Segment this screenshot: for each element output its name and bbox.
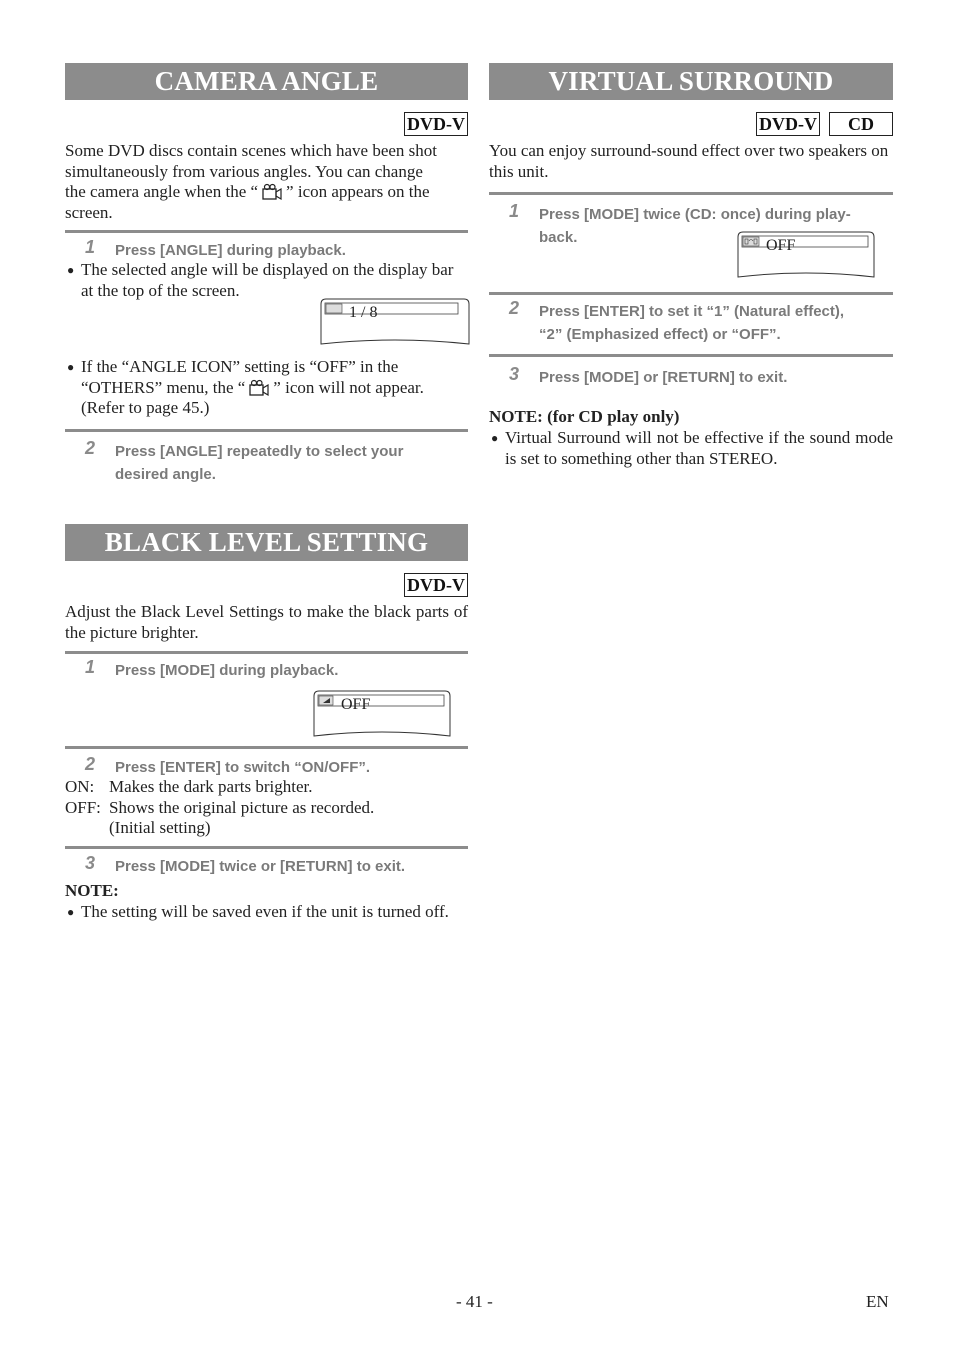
step-number: 2 <box>509 298 520 318</box>
definition-value: (Initial setting) <box>109 818 211 837</box>
step-text: Press [MODE] twice or [RETURN] to exit. <box>115 858 406 875</box>
camera-angle-icon <box>248 379 270 397</box>
bullet-text: If the “ANGLE ICON” setting is “OFF” in the <box>81 357 399 376</box>
step-number: 3 <box>85 853 96 873</box>
intro-line: screen. <box>65 202 113 222</box>
step-text: Press [ENTER] to switch “ON/OFF”. <box>115 759 371 776</box>
step-number: 1 <box>85 237 96 257</box>
black-level-badges <box>404 573 468 597</box>
virtual-surround-intro: You can enjoy surround-sound effect over two speakers on this unit. <box>489 141 889 181</box>
note-title: NOTE: <box>65 881 119 900</box>
bullet-text-part: “OTHERS” menu, the “ <box>81 377 246 397</box>
bullet-text: (Refer to page 45.) <box>81 398 210 417</box>
divider <box>65 746 468 749</box>
divider <box>65 230 468 233</box>
page-number: - 41 - <box>456 1292 493 1311</box>
camera-angle-bullet-1 <box>65 260 468 301</box>
surround-osd-screen <box>737 231 875 279</box>
bullet-text <box>81 378 468 399</box>
step-text <box>539 300 893 346</box>
black-level-osd-screen <box>313 690 451 738</box>
step-text <box>115 440 468 486</box>
step-number: 1 <box>509 201 520 221</box>
step-text-line: desired angle. <box>115 466 216 483</box>
definition-row <box>65 818 468 839</box>
step-text-line: “2” (Emphasized effect) or “OFF”. <box>539 326 781 343</box>
divider <box>65 651 468 654</box>
divider <box>489 354 893 357</box>
divider <box>489 292 893 295</box>
definition-key: OFF: <box>65 797 101 817</box>
bullet-text: The setting will be saved even if the unit is turned off. <box>81 902 449 921</box>
virtual-surround-note <box>489 428 893 469</box>
intro-text: the camera angle when the “ <box>65 182 259 201</box>
step-number: 2 <box>85 438 96 458</box>
bullet-text: Virtual Surround will not be effective if the sound mode is set to something other than STEREO. <box>505 428 893 468</box>
step-text: Press [ANGLE] during playback. <box>115 242 346 259</box>
black-level-osd-label: OFF <box>341 696 371 713</box>
black-level-intro: Adjust the Black Level Settings to make the black parts of the picture brighter. <box>65 602 468 642</box>
dvd-v-badge: DVD-V <box>404 112 468 136</box>
step-text: Press [MODE] or [RETURN] to exit. <box>539 369 788 386</box>
step-text-line: Press [ENTER] to set it “1” (Natural effect), <box>539 303 845 320</box>
angle-osd-label: 1 / 8 <box>349 304 378 321</box>
intro-line: simultaneously from various angles. You can change <box>65 161 423 181</box>
bullet-icon: ● <box>67 263 75 277</box>
bullet-text-part: ” icon will not appear. <box>273 377 424 397</box>
black-level-note <box>65 902 468 923</box>
intro-line <box>65 182 468 203</box>
black-level-title: BLACK LEVEL SETTING <box>65 524 468 561</box>
language-code: EN <box>866 1292 889 1311</box>
dvd-v-badge: DVD-V <box>404 573 468 597</box>
divider <box>65 429 468 432</box>
divider <box>65 846 468 849</box>
step-text-line: Press [ANGLE] repeatedly to select your <box>115 443 404 460</box>
camera-angle-intro <box>65 141 468 223</box>
divider <box>489 192 893 195</box>
on-off-definitions <box>65 777 468 839</box>
step-number: 1 <box>85 657 96 677</box>
virtual-surround-badges <box>756 112 893 136</box>
intro-text: ” icon appears on the <box>286 182 430 201</box>
definition-row <box>65 798 468 819</box>
surround-osd-label: OFF <box>766 237 796 254</box>
bullet-icon: ● <box>67 905 75 919</box>
angle-osd-screen <box>320 298 470 346</box>
dvd-v-badge: DVD-V <box>756 112 820 136</box>
note-title: NOTE: (for CD play only) <box>489 407 680 426</box>
camera-angle-icon <box>261 183 283 201</box>
bullet-icon: ● <box>67 360 75 374</box>
step-text-line: Press [MODE] twice (CD: once) during play- <box>539 206 851 223</box>
camera-angle-bullet-2 <box>65 357 468 419</box>
definition-key: ON: <box>65 777 95 796</box>
step-number: 2 <box>85 754 96 774</box>
step-text: Press [MODE] during playback. <box>115 662 339 679</box>
definition-row <box>65 777 468 798</box>
definition-value: Makes the dark parts brighter. <box>109 777 313 796</box>
virtual-surround-title: VIRTUAL SURROUND <box>489 63 893 100</box>
camera-angle-badges <box>404 112 468 136</box>
camera-angle-title: CAMERA ANGLE <box>65 63 468 100</box>
cd-badge: CD <box>829 112 893 136</box>
bullet-icon: ● <box>491 431 499 445</box>
step-number: 3 <box>509 364 520 384</box>
definition-value: Shows the original picture as recorded. <box>109 797 375 817</box>
bullet-text: The selected angle will be displayed on the display bar at the top of the screen. <box>81 260 454 300</box>
step-text-line: back. <box>539 229 578 246</box>
intro-line: Some DVD discs contain scenes which have been shot <box>65 141 438 160</box>
